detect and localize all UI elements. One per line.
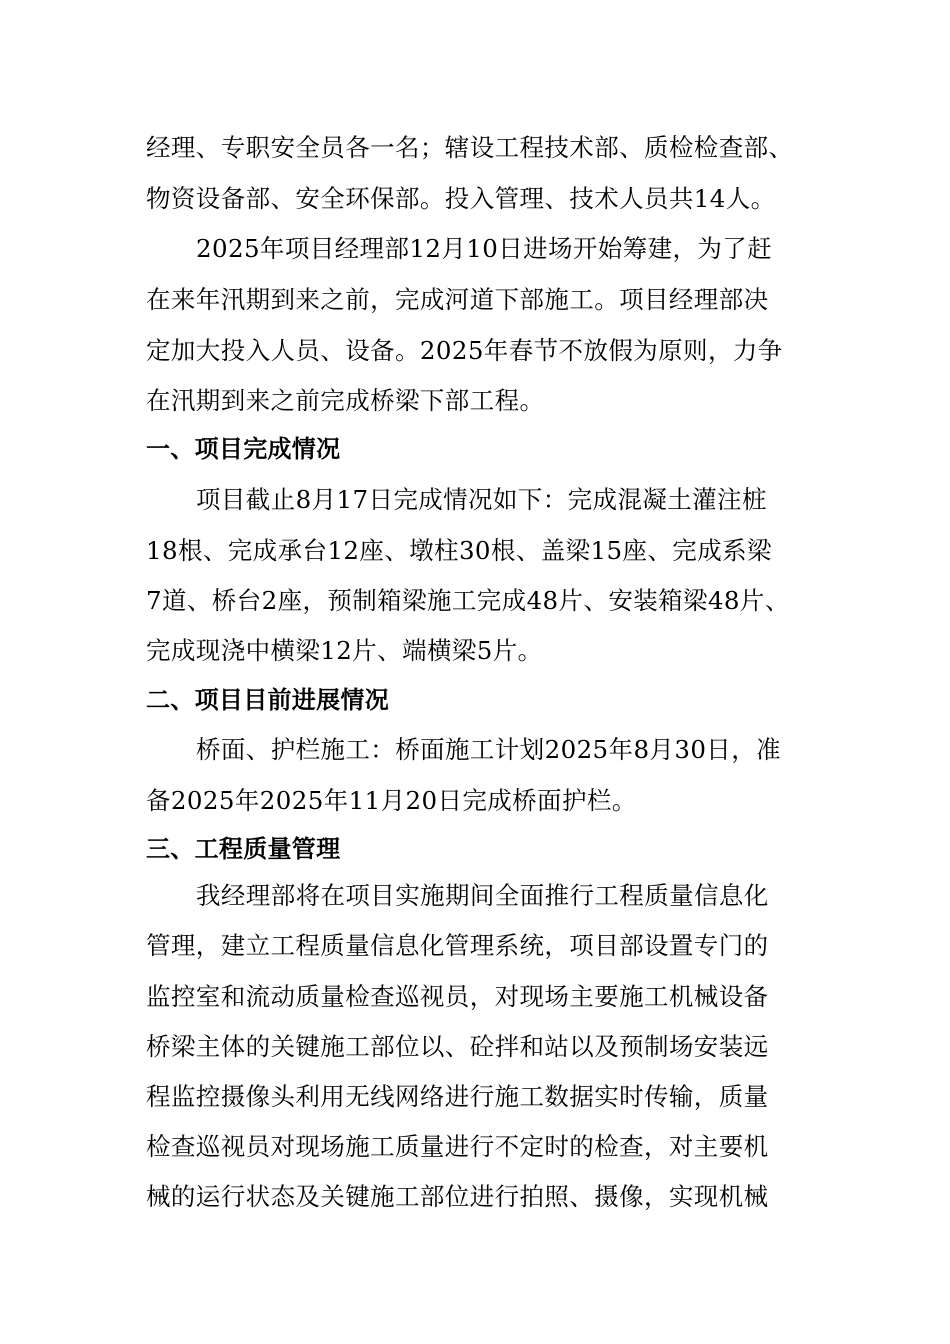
section2-line-2: 备2025年2025年11月20日完成桥面护栏。 [146, 786, 637, 815]
section1-line-3: 7道、桥台2座，预制箱梁施工完成48片、安装箱梁48片、 [146, 586, 790, 615]
section1-line-2: 18根、完成承台12座、墩柱30根、盖梁15座、完成系梁 [146, 536, 772, 565]
schedule-line-4: 在汛期到来之前完成桥梁下部工程。 [146, 386, 545, 415]
section3-heading: 三、工程质量管理 [146, 835, 341, 863]
section3-line-7: 械的运行状态及关键施工部位进行拍照、摄像，实现机械 [146, 1182, 769, 1211]
section1-heading: 一、项目完成情况 [146, 435, 341, 463]
section1-line-1: 项目截止8月17日完成情况如下：完成混凝土灌注桩 [196, 485, 767, 514]
section3-line-6: 检查巡视员对现场施工质量进行不定时的检查，对主要机 [146, 1132, 769, 1161]
intro-line-1: 经理、专职安全员各一名；辖设工程技术部、质检检查部、 [146, 133, 794, 162]
schedule-line-3: 定加大投入人员、设备。2025年春节不放假为原则，力争 [146, 336, 783, 365]
section1-line-4: 完成现浇中横梁12片、端横梁5片。 [146, 636, 543, 665]
section3-line-5: 程监控摄像头利用无线网络进行施工数据实时传输，质量 [146, 1082, 769, 1111]
section2-heading: 二、项目目前进展情况 [146, 686, 389, 714]
section3-line-1: 我经理部将在项目实施期间全面推行工程质量信息化 [196, 881, 769, 910]
section3-line-3: 监控室和流动质量检查巡视员，对现场主要施工机械设备 [146, 982, 769, 1011]
section3-line-2: 管理，建立工程质量信息化管理系统，项目部设置专门的 [146, 931, 769, 960]
schedule-line-2: 在来年汛期到来之前，完成河道下部施工。项目经理部决 [146, 285, 769, 314]
schedule-line-1: 2025年项目经理部12月10日进场开始筹建，为了赶 [196, 234, 773, 263]
intro-line-2: 物资设备部、安全环保部。投入管理、技术人员共14人。 [146, 184, 776, 213]
section3-line-4: 桥梁主体的关键施工部位以、砼拌和站以及预制场安装远 [146, 1032, 769, 1061]
section2-line-1: 桥面、护栏施工：桥面施工计划2025年8月30日，准 [196, 735, 782, 764]
